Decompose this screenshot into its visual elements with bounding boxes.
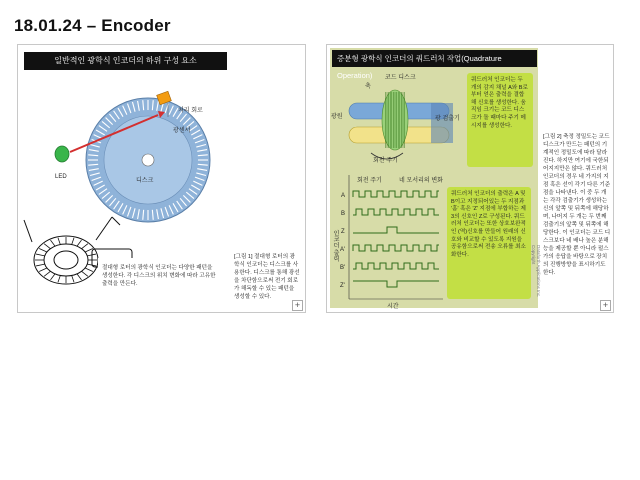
disk-hub [142, 154, 154, 166]
signal-label-b: B [341, 211, 346, 217]
signal-label-b-prime: B' [340, 265, 346, 271]
expand-icon[interactable]: + [292, 300, 303, 311]
label-output-axis: 인코더 출력 [332, 230, 338, 262]
label-detector: 광 검출기 [435, 116, 460, 122]
label-shaft: 축 [365, 84, 371, 90]
label-sensor: 광센서 [173, 128, 191, 134]
figure-2-header: 증분형 광학식 인코더의 쿼드러처 작업(Quadrature Operation) [332, 50, 537, 67]
slide-title: 18.01.24 – Encoder [14, 16, 171, 35]
label-quarter-change: 네 모서리의 변화 [399, 178, 443, 184]
label-rotation: 회전 주기 [373, 158, 398, 164]
inner-caption: 절대형 로터의 광학식 인코더는 다양한 패턴을 생성한다. 각 디스크의 위치 변화에 따라 고유한 출력을 만든다. [102, 265, 216, 287]
label-processing-circuit: 처리 회로 [178, 108, 203, 114]
label-disk: 디스크 [136, 178, 154, 184]
label-code-disk: 코드 디스크 [385, 75, 416, 81]
label-light-source: 광원 [331, 114, 343, 120]
info-box-1: 쿼드러처 인코더는 두 개의 감지 채널 A와 B로부터 얻은 출력을 결합해 신호를 생성한다. 움직임 크기는 코드 디스크가 돌 때마다 주기 메시지를 생성한다. [467, 73, 533, 167]
signal-label-a-prime: A' [340, 247, 346, 253]
figure-1-header: 일반적인 광학식 인코더의 하위 구성 요소 [24, 52, 227, 70]
signal-label-z-prime: Z' [340, 283, 345, 289]
label-time: 시간 [387, 304, 399, 310]
detector-block [431, 103, 453, 143]
info-box-2: 쿼드러처 인코더의 출력은 A 및 B이고 지정되어있는 두 지점과 '홈' 혹은 'Z' 지점에 부합하는 제3의 신호인 Z로 구성된다. 쿼드러처 인코더는 또한 상호보완적인 (역)신호를 만들어 원래의 신호와 비교할 수 있도록 지원을 공유함으로써 전송 오류를 최소화한다. [447, 187, 531, 299]
expand-icon[interactable]: + [600, 300, 611, 311]
figure-2-caption: [그림 2] 축정 정밀도는 코드 디스크가 만드는 패턴의 기계적인 정밀도에 따라 달라진다. 하지만 여기에 국한되어지지만은 않다. 쿼드러처 인코더의 경우 네 가지의 지점 혹은 선이 각기 다른 기준점을 나타낸다. 이 중 두 개는 각각 검출기가 생성하는 신의 앞쪽 및 뒤쪽에 해당하며, 나머지 두 개는 두 번째 검출기의 앞쪽 및 뒤쪽에 해당한다. 이 인코더는 코드 디스크보다 네 배나 높은 분해능을 제공할 뿐 아니라 펄스가의 응답을 바탕으로 장치의 진행방향을 표시하기도 한다. [543, 134, 611, 276]
figure-1-panel [17, 44, 306, 313]
label-one-period: 회전 주기 [357, 178, 382, 184]
led-shape [55, 146, 69, 162]
figure-1-caption: [그림 1] 절대형 로터의 광학식 인코더는 디스크를 사용한다. 디스크를 통해 광선을 차단함으로써 전기 회로가 해독할 수 있는 패턴을 생성할 수 있다. [234, 254, 300, 300]
signal-label-z: Z [341, 229, 345, 235]
image-credit: Dataforth Applications Inc. Copyright [531, 245, 541, 298]
label-led: LED [55, 174, 67, 180]
signal-label-a: A [341, 193, 346, 199]
figure-2-panel [326, 44, 614, 313]
